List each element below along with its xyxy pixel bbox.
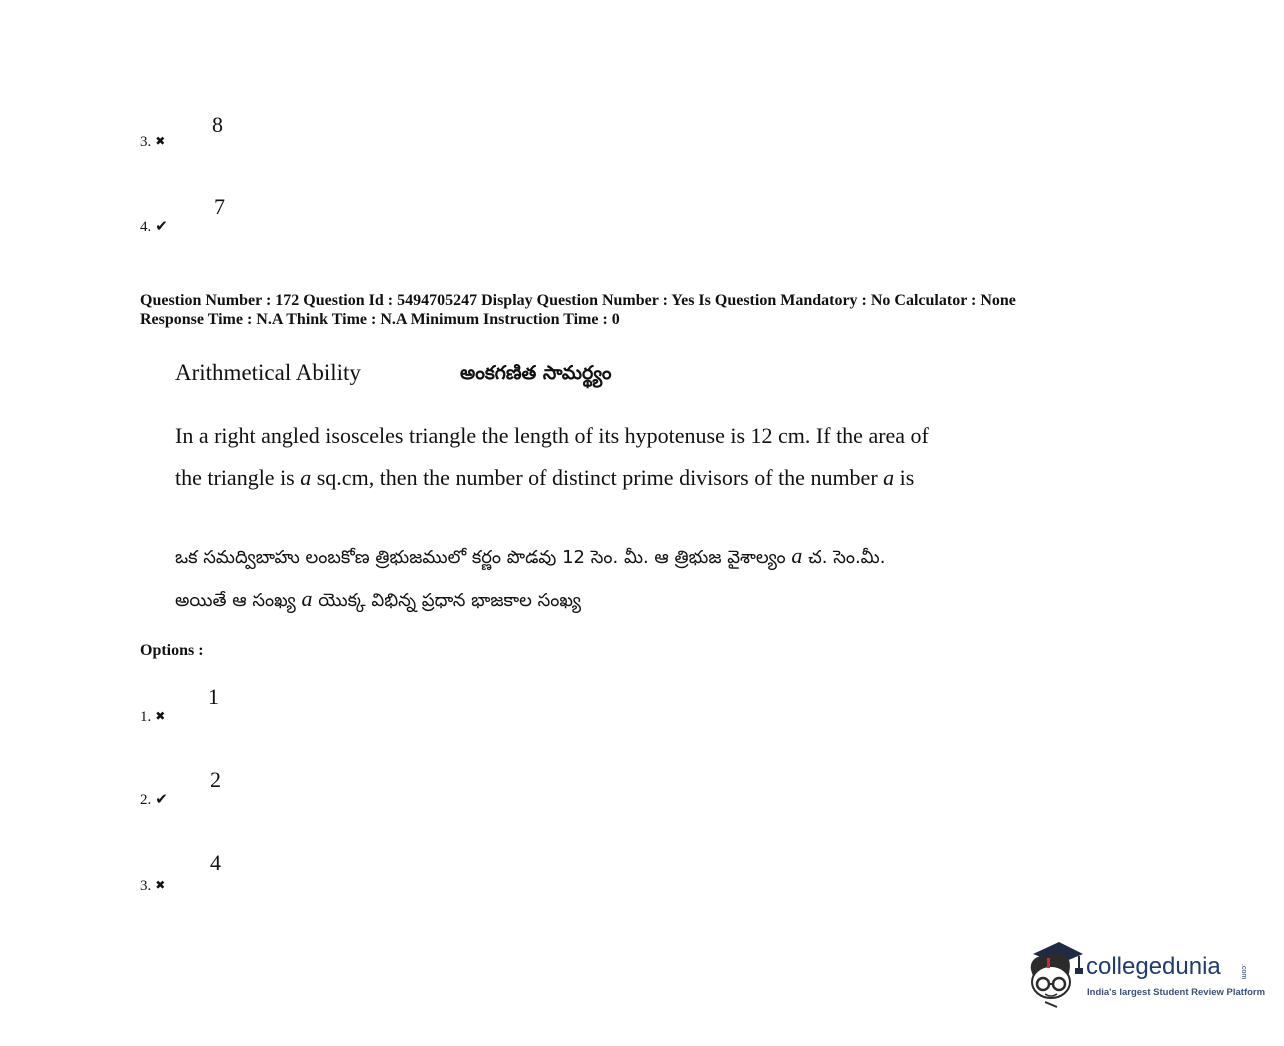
question-text: the triangle is xyxy=(175,465,301,490)
option-3 xyxy=(140,879,165,894)
variable-a: a xyxy=(883,465,895,490)
option-1-value: 1 xyxy=(208,684,219,709)
question-meta-line2: Response Time : N.A Think Time : N.A Minimum Instruction Time : 0 xyxy=(140,311,620,328)
subject-english: Arithmetical Ability xyxy=(175,360,361,385)
prev-option-4 xyxy=(140,219,168,235)
question-text: ఒక సమద్విబాహు లంబకోణ త్రిభుజములో కర్ణం పొడవు 12 సెం. మీ. ఆ త్రిభుజ వైశాల్యం xyxy=(175,547,792,568)
variable-a: a xyxy=(791,543,803,568)
option-2-value: 2 xyxy=(210,767,221,792)
mascot-icon xyxy=(1025,940,1087,1010)
option-1-number: 1. xyxy=(140,709,152,725)
question-english-line2 xyxy=(175,467,914,489)
prev-option-3-value: 8 xyxy=(212,112,223,137)
variable-a: a xyxy=(301,586,313,611)
question-english-line1: In a right angled isosceles triangle the length of its hypotenuse is 12 cm. If the area of xyxy=(175,423,929,448)
logo-tagline: India's largest Student Review Platform xyxy=(1087,987,1266,998)
options-label: Options : xyxy=(140,642,204,659)
prev-option-3 xyxy=(140,135,165,150)
prev-option-3-number: 3. xyxy=(140,134,152,150)
option-2 xyxy=(140,792,168,808)
question-text: యొక్క విభిన్న ప్రధాన భాజకాల సంఖ్య xyxy=(312,590,582,611)
subject-telugu: అంకగణిత సామర్థ్యం xyxy=(460,362,612,384)
cross-icon: ✖ xyxy=(155,134,166,148)
question-telugu-line1 xyxy=(175,545,885,567)
option-1 xyxy=(140,710,165,725)
question-text: అయితే ఆ సంఖ్య xyxy=(175,590,302,611)
option-3-value: 4 xyxy=(210,850,221,875)
check-icon: ✔ xyxy=(155,217,168,235)
option-3-number: 3. xyxy=(140,878,152,894)
logo-brand-name: collegedunia xyxy=(1086,953,1221,980)
prev-option-4-value: 7 xyxy=(214,194,225,219)
variable-a: a xyxy=(300,465,312,490)
question-text: is xyxy=(894,465,915,490)
prev-option-4-number: 4. xyxy=(140,219,152,235)
check-icon: ✔ xyxy=(155,790,168,808)
question-text: sq.cm, then the number of distinct prime divisors of the number xyxy=(311,465,884,490)
cross-icon: ✖ xyxy=(155,709,166,723)
option-2-number: 2. xyxy=(140,792,152,808)
question-meta-line1: Question Number : 172 Question Id : 5494705247 Display Question Number : Yes Is Question Mandatory : No Calculator : None xyxy=(140,292,1016,309)
question-text: చ. సెం.మీ. xyxy=(802,547,886,568)
cross-icon: ✖ xyxy=(155,878,166,892)
question-telugu-line2 xyxy=(175,588,581,610)
logo-domain-suffix: .com xyxy=(1240,964,1247,980)
